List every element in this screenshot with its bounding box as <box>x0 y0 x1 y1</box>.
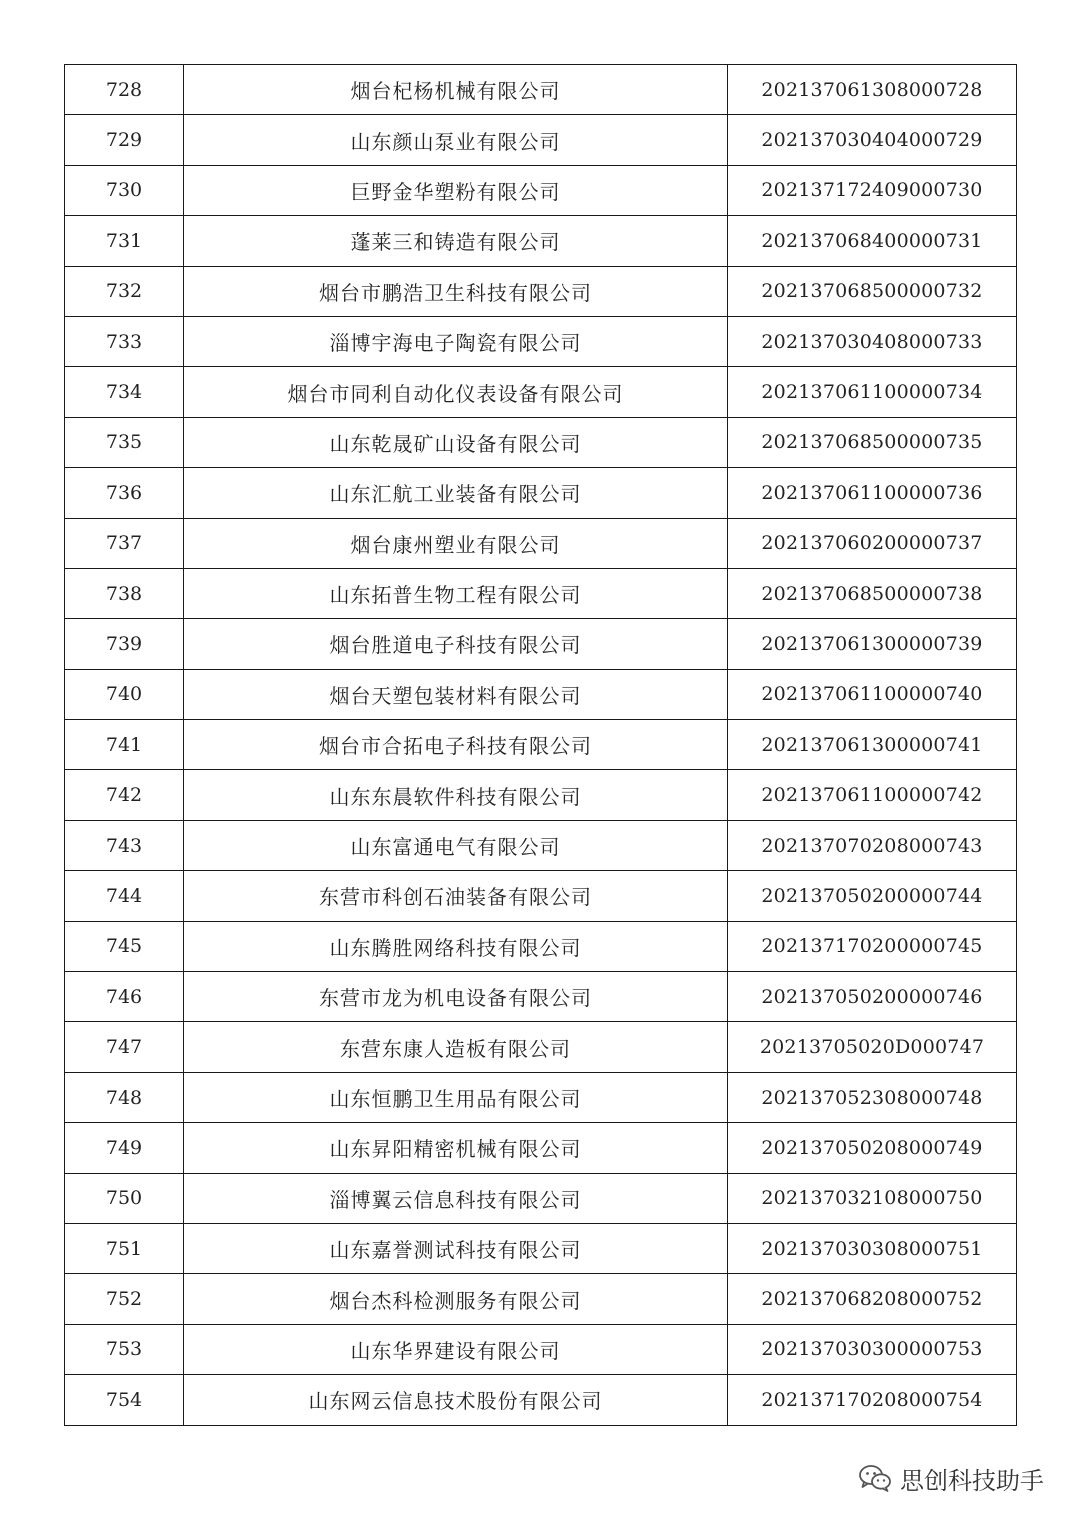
company-name-cell: 烟台市鹏浩卫生科技有限公司 <box>184 266 728 316</box>
registration-code-cell: 202137050200000746 <box>728 972 1017 1022</box>
registration-code-cell: 202137032108000750 <box>728 1173 1017 1223</box>
table-row <box>65 518 1017 568</box>
table-row <box>65 1173 1017 1223</box>
row-number-cell: 751 <box>65 1223 184 1273</box>
company-name-cell: 山东腾胜网络科技有限公司 <box>184 921 728 971</box>
company-table <box>64 64 1017 1426</box>
table-row <box>65 820 1017 870</box>
registration-code-cell: 202137052308000748 <box>728 1072 1017 1122</box>
registration-code-cell: 202137068500000732 <box>728 266 1017 316</box>
registration-code-cell: 202137061300000741 <box>728 720 1017 770</box>
table-row <box>65 417 1017 467</box>
row-number-cell: 731 <box>65 216 184 266</box>
registration-code-cell: 202137068400000731 <box>728 216 1017 266</box>
row-number-cell: 740 <box>65 669 184 719</box>
registration-code-cell: 202137068500000738 <box>728 568 1017 618</box>
company-name-cell: 山东乾晟矿山设备有限公司 <box>184 417 728 467</box>
company-table-body <box>65 65 1017 1426</box>
row-number-cell: 739 <box>65 619 184 669</box>
row-number-cell: 742 <box>65 770 184 820</box>
registration-code-cell: 202137061308000728 <box>728 65 1017 115</box>
row-number-cell: 728 <box>65 65 184 115</box>
company-name-cell: 烟台市合拓电子科技有限公司 <box>184 720 728 770</box>
table-row <box>65 1072 1017 1122</box>
company-name-cell: 巨野金华塑粉有限公司 <box>184 165 728 215</box>
row-number-cell: 754 <box>65 1375 184 1425</box>
registration-code-cell: 202137050200000744 <box>728 871 1017 921</box>
company-name-cell: 山东拓普生物工程有限公司 <box>184 568 728 618</box>
row-number-cell: 746 <box>65 972 184 1022</box>
row-number-cell: 729 <box>65 115 184 165</box>
registration-code-cell: 202137061100000734 <box>728 367 1017 417</box>
row-number-cell: 743 <box>65 820 184 870</box>
company-table-container <box>64 64 1016 1426</box>
table-row <box>65 921 1017 971</box>
company-name-cell: 淄博翼云信息科技有限公司 <box>184 1173 728 1223</box>
registration-code-cell: 202137030408000733 <box>728 316 1017 366</box>
company-name-cell: 山东东晨软件科技有限公司 <box>184 770 728 820</box>
row-number-cell: 733 <box>65 316 184 366</box>
registration-code-cell: 202137070208000743 <box>728 820 1017 870</box>
registration-code-cell: 202137068500000735 <box>728 417 1017 467</box>
table-row <box>65 1375 1017 1425</box>
row-number-cell: 741 <box>65 720 184 770</box>
table-row <box>65 770 1017 820</box>
company-name-cell: 东营东康人造板有限公司 <box>184 1022 728 1072</box>
row-number-cell: 744 <box>65 871 184 921</box>
row-number-cell: 738 <box>65 568 184 618</box>
watermark-text: 思创科技助手 <box>900 1466 1044 1495</box>
company-name-cell: 东营市龙为机电设备有限公司 <box>184 972 728 1022</box>
table-row <box>65 316 1017 366</box>
company-name-cell: 烟台杰科检测服务有限公司 <box>184 1274 728 1324</box>
company-name-cell: 山东颜山泵业有限公司 <box>184 115 728 165</box>
table-row <box>65 65 1017 115</box>
registration-code-cell: 202137061100000740 <box>728 669 1017 719</box>
company-name-cell: 山东富通电气有限公司 <box>184 820 728 870</box>
company-name-cell: 烟台市同利自动化仪表设备有限公司 <box>184 367 728 417</box>
registration-code-cell: 202137170208000754 <box>728 1375 1017 1425</box>
table-row <box>65 1223 1017 1273</box>
row-number-cell: 732 <box>65 266 184 316</box>
registration-code-cell: 202137060200000737 <box>728 518 1017 568</box>
table-row <box>65 1324 1017 1374</box>
registration-code-cell: 202137061300000739 <box>728 619 1017 669</box>
company-name-cell: 山东汇航工业装备有限公司 <box>184 468 728 518</box>
table-row <box>65 216 1017 266</box>
row-number-cell: 745 <box>65 921 184 971</box>
table-row <box>65 619 1017 669</box>
table-row <box>65 115 1017 165</box>
company-name-cell: 山东昇阳精密机械有限公司 <box>184 1123 728 1173</box>
registration-code-cell: 202137050208000749 <box>728 1123 1017 1173</box>
registration-code-cell: 202137170200000745 <box>728 921 1017 971</box>
table-row <box>65 468 1017 518</box>
wechat-icon <box>858 1463 892 1493</box>
company-name-cell: 山东嘉誉测试科技有限公司 <box>184 1223 728 1273</box>
company-name-cell: 东营市科创石油装备有限公司 <box>184 871 728 921</box>
company-name-cell: 烟台康州塑业有限公司 <box>184 518 728 568</box>
company-name-cell: 山东网云信息技术股份有限公司 <box>184 1375 728 1425</box>
registration-code-cell: 202137030308000751 <box>728 1223 1017 1273</box>
company-name-cell: 烟台杞杨机械有限公司 <box>184 65 728 115</box>
registration-code-cell: 20213705020D000747 <box>728 1022 1017 1072</box>
row-number-cell: 749 <box>65 1123 184 1173</box>
company-name-cell: 烟台胜道电子科技有限公司 <box>184 619 728 669</box>
row-number-cell: 734 <box>65 367 184 417</box>
table-row <box>65 367 1017 417</box>
company-name-cell: 山东华界建设有限公司 <box>184 1324 728 1374</box>
company-name-cell: 烟台天塑包装材料有限公司 <box>184 669 728 719</box>
table-row <box>65 1274 1017 1324</box>
row-number-cell: 748 <box>65 1072 184 1122</box>
table-row <box>65 669 1017 719</box>
registration-code-cell: 202137068208000752 <box>728 1274 1017 1324</box>
registration-code-cell: 202137172409000730 <box>728 165 1017 215</box>
table-row <box>65 266 1017 316</box>
table-row <box>65 871 1017 921</box>
row-number-cell: 752 <box>65 1274 184 1324</box>
row-number-cell: 730 <box>65 165 184 215</box>
registration-code-cell: 202137030300000753 <box>728 1324 1017 1374</box>
registration-code-cell: 202137030404000729 <box>728 115 1017 165</box>
row-number-cell: 753 <box>65 1324 184 1374</box>
row-number-cell: 747 <box>65 1022 184 1072</box>
registration-code-cell: 202137061100000736 <box>728 468 1017 518</box>
watermark <box>858 1458 1044 1498</box>
table-row <box>65 568 1017 618</box>
table-row <box>65 165 1017 215</box>
table-row <box>65 972 1017 1022</box>
company-name-cell: 蓬莱三和铸造有限公司 <box>184 216 728 266</box>
table-row <box>65 720 1017 770</box>
registration-code-cell: 202137061100000742 <box>728 770 1017 820</box>
company-name-cell: 山东恒鹏卫生用品有限公司 <box>184 1072 728 1122</box>
table-row <box>65 1022 1017 1072</box>
table-row <box>65 1123 1017 1173</box>
row-number-cell: 735 <box>65 417 184 467</box>
row-number-cell: 737 <box>65 518 184 568</box>
company-name-cell: 淄博宇海电子陶瓷有限公司 <box>184 316 728 366</box>
row-number-cell: 750 <box>65 1173 184 1223</box>
row-number-cell: 736 <box>65 468 184 518</box>
